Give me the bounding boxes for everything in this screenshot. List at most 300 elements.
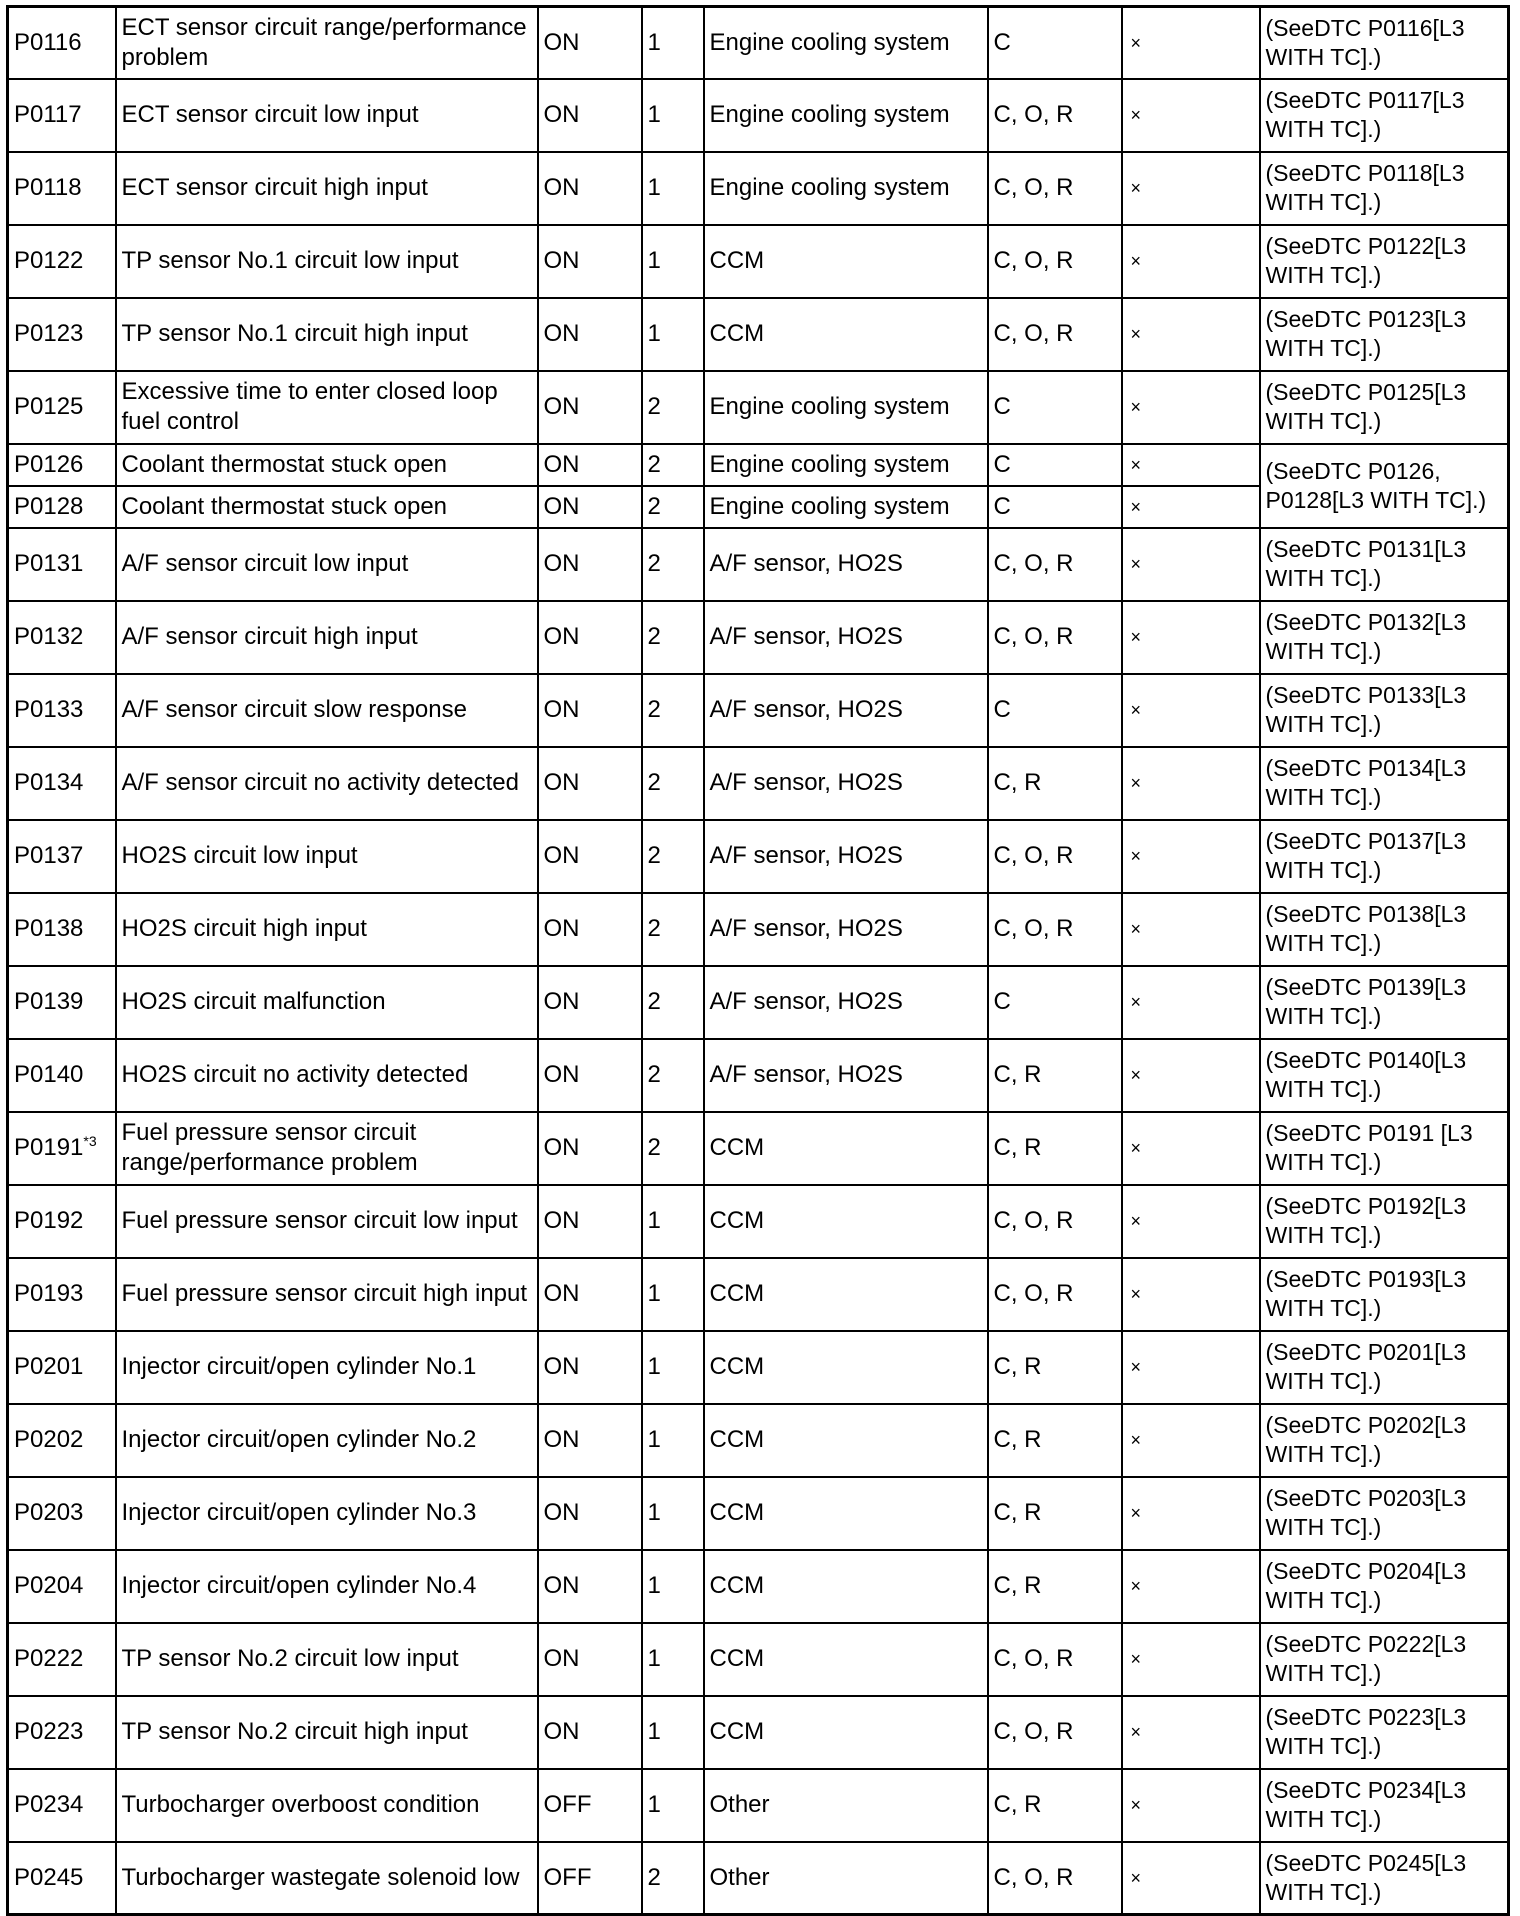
dtc-code-cell [8, 7, 116, 79]
reference-link[interactable]: (SeeDTC P0134[L3 WITH TC].) [1265, 755, 1467, 810]
dtc-code: P0193 [14, 1280, 84, 1307]
memory-function: C, R [993, 769, 1042, 796]
mil-status: ON [543, 1499, 580, 1526]
dtc-description-cell [116, 1550, 538, 1623]
reference-cell [1260, 1623, 1509, 1696]
table-row [8, 1769, 1509, 1842]
mil-status-cell [538, 486, 642, 528]
self-test-mark-cell [1122, 1112, 1260, 1185]
self-test-mark: × [1130, 1357, 1142, 1377]
reference-cell [1260, 966, 1509, 1039]
dtc-code: P0131 [14, 550, 84, 577]
self-test-mark: × [1130, 1503, 1142, 1523]
trip-count: 2 [647, 1061, 661, 1088]
reference-cell [1260, 1039, 1509, 1112]
dtc-description-cell [116, 298, 538, 371]
reference-cell [1260, 1842, 1509, 1915]
monitor-item: CCM [709, 1207, 765, 1234]
dtc-code-cell [8, 79, 116, 152]
memory-function-cell [988, 1623, 1122, 1696]
dtc-code: P0138 [14, 915, 84, 942]
table-row [8, 1550, 1509, 1623]
mil-status: ON [543, 450, 580, 478]
mil-status: ON [543, 1645, 580, 1672]
table-row [8, 1331, 1509, 1404]
memory-function-cell [988, 298, 1122, 371]
dtc-description-cell [116, 674, 538, 747]
dtc-description: Injector circuit/open cylinder No.4 [121, 1572, 477, 1599]
table-row [8, 1039, 1509, 1112]
reference-cell [1260, 674, 1509, 747]
monitor-item-cell [704, 371, 988, 444]
dtc-code: P0132 [14, 623, 84, 650]
memory-function: C, R [993, 1426, 1042, 1453]
memory-function-cell [988, 371, 1122, 444]
monitor-item-cell [704, 1331, 988, 1404]
self-test-mark: × [1130, 1649, 1142, 1669]
trip-count-cell [642, 966, 704, 1039]
monitor-item: CCM [709, 1134, 765, 1161]
table-row [8, 1404, 1509, 1477]
self-test-mark-cell [1122, 1404, 1260, 1477]
mil-status: ON [543, 623, 580, 650]
reference-link[interactable]: (SeeDTC P0191 [L3 WITH TC].) [1265, 1120, 1473, 1175]
reference-link[interactable]: (SeeDTC P0222[L3 WITH TC].) [1265, 1631, 1467, 1686]
self-test-mark-cell [1122, 1258, 1260, 1331]
dtc-code-cell [8, 1331, 116, 1404]
dtc-description: A/F sensor circuit high input [121, 623, 418, 650]
dtc-code: P0222 [14, 1645, 84, 1672]
self-test-mark: × [1130, 846, 1142, 866]
reference-link[interactable]: (SeeDTC P0138[L3 WITH TC].) [1265, 901, 1467, 956]
memory-function-cell [988, 1477, 1122, 1550]
monitor-item: Other [709, 1863, 770, 1891]
dtc-description-cell [116, 1331, 538, 1404]
reference-link[interactable]: (SeeDTC P0123[L3 WITH TC].) [1265, 306, 1467, 361]
dtc-description: A/F sensor circuit slow response [121, 696, 467, 723]
dtc-code: P0202 [14, 1426, 84, 1453]
trip-count: 2 [647, 1134, 661, 1161]
reference-link[interactable]: (SeeDTC P0116[L3 WITH TC].) [1265, 14, 1465, 70]
self-test-mark-cell [1122, 7, 1260, 79]
reference-link[interactable]: (SeeDTC P0117[L3 WITH TC].) [1265, 87, 1465, 142]
self-test-mark: × [1130, 324, 1142, 344]
dtc-description: Excessive time to enter closed loop fuel control [121, 378, 498, 435]
mil-status: ON [543, 842, 580, 869]
dtc-code-note: *3 [83, 1133, 97, 1149]
memory-function-cell [988, 225, 1122, 298]
self-test-mark: × [1130, 919, 1142, 939]
memory-function: C, O, R [993, 174, 1074, 201]
trip-count-cell [642, 79, 704, 152]
mil-status-cell [538, 1112, 642, 1185]
dtc-description: HO2S circuit no activity detected [121, 1061, 469, 1088]
dtc-description-cell [116, 601, 538, 674]
trip-count: 1 [647, 320, 661, 347]
reference-cell [1260, 1477, 1509, 1550]
self-test-mark-cell [1122, 1696, 1260, 1769]
table-row [8, 79, 1509, 152]
trip-count: 2 [647, 915, 661, 942]
trip-count: 1 [647, 1572, 661, 1599]
dtc-description-cell [116, 1185, 538, 1258]
dtc-description: Injector circuit/open cylinder No.1 [121, 1353, 477, 1380]
dtc-description-cell [116, 1112, 538, 1185]
reference-cell [1260, 893, 1509, 966]
monitor-item: A/F sensor, HO2S [709, 550, 903, 577]
self-test-mark: × [1130, 397, 1142, 417]
monitor-item-cell [704, 1769, 988, 1842]
self-test-mark: × [1130, 1795, 1142, 1815]
trip-count: 2 [647, 769, 661, 796]
trip-count-cell [642, 601, 704, 674]
reference-link[interactable]: (SeeDTC P0139[L3 WITH TC].) [1265, 974, 1467, 1029]
trip-count: 1 [647, 1791, 661, 1818]
dtc-code: P0126 [14, 450, 84, 478]
self-test-mark-cell [1122, 1477, 1260, 1550]
dtc-description: Fuel pressure sensor circuit high input [121, 1280, 528, 1307]
dtc-description: HO2S circuit high input [121, 915, 367, 942]
self-test-mark: × [1130, 627, 1142, 647]
monitor-item: Engine cooling system [709, 174, 950, 201]
trip-count: 2 [647, 988, 661, 1015]
table-row [8, 298, 1509, 371]
reference-cell [1260, 225, 1509, 298]
self-test-mark-cell [1122, 1623, 1260, 1696]
mil-status-cell [538, 444, 642, 486]
reference-link[interactable]: (SeeDTC P0137[L3 WITH TC].) [1265, 828, 1467, 883]
reference-link[interactable]: (SeeDTC P0193[L3 WITH TC].) [1265, 1266, 1467, 1321]
dtc-description: ECT sensor circuit low input [121, 101, 419, 128]
dtc-description-cell [116, 1623, 538, 1696]
dtc-code: P0118 [14, 174, 82, 201]
monitor-item-cell [704, 1112, 988, 1185]
mil-status-cell [538, 1039, 642, 1112]
reference-cell [1260, 1185, 1509, 1258]
memory-function: C, R [993, 1572, 1042, 1599]
trip-count-cell [642, 893, 704, 966]
monitor-item: A/F sensor, HO2S [709, 915, 903, 942]
trip-count-cell [642, 225, 704, 298]
monitor-item: Engine cooling system [709, 492, 950, 520]
monitor-item: CCM [709, 1280, 765, 1307]
mil-status: ON [543, 393, 580, 420]
reference-link[interactable]: (SeeDTC P0203[L3 WITH TC].) [1265, 1485, 1467, 1540]
reference-link[interactable]: (SeeDTC P0126, P0128[L3 WITH TC].) [1265, 457, 1487, 513]
memory-function-cell [988, 444, 1122, 486]
self-test-mark-cell [1122, 1769, 1260, 1842]
reference-link[interactable]: (SeeDTC P0245[L3 WITH TC].) [1265, 1849, 1467, 1905]
dtc-description: TP sensor No.2 circuit low input [121, 1645, 459, 1672]
memory-function: C, O, R [993, 1718, 1074, 1745]
mil-status: ON [543, 1207, 580, 1234]
self-test-mark: × [1130, 1867, 1142, 1888]
mil-status-cell [538, 1769, 642, 1842]
mil-status-cell [538, 747, 642, 820]
trip-count: 2 [647, 1863, 661, 1891]
monitor-item-cell [704, 1258, 988, 1331]
monitor-item: A/F sensor, HO2S [709, 769, 903, 796]
trip-count-cell [642, 371, 704, 444]
monitor-item: A/F sensor, HO2S [709, 842, 903, 869]
monitor-item-cell [704, 1185, 988, 1258]
reference-cell [1260, 298, 1509, 371]
monitor-item: Engine cooling system [709, 101, 950, 128]
trip-count-cell [642, 1039, 704, 1112]
dtc-code-cell [8, 1112, 116, 1185]
reference-link[interactable]: (SeeDTC P0223[L3 WITH TC].) [1265, 1704, 1467, 1759]
dtc-code-cell [8, 820, 116, 893]
memory-function: C, O, R [993, 842, 1074, 869]
dtc-description-cell [116, 1696, 538, 1769]
trip-count-cell [642, 1258, 704, 1331]
mil-status-cell [538, 601, 642, 674]
reference-link[interactable]: (SeeDTC P0202[L3 WITH TC].) [1265, 1412, 1467, 1467]
monitor-item: Engine cooling system [709, 393, 950, 420]
memory-function: C, O, R [993, 247, 1074, 274]
self-test-mark-cell [1122, 225, 1260, 298]
memory-function: C, R [993, 1061, 1042, 1088]
reference-link[interactable]: (SeeDTC P0234[L3 WITH TC].) [1265, 1777, 1467, 1832]
reference-cell [1260, 820, 1509, 893]
dtc-code: P0192 [14, 1207, 84, 1234]
dtc-code-cell [8, 528, 116, 601]
dtc-code-cell [8, 966, 116, 1039]
trip-count: 1 [647, 1499, 661, 1526]
dtc-code: P0245 [14, 1863, 84, 1891]
dtc-description: A/F sensor circuit no activity detected [121, 769, 519, 796]
reference-cell [1260, 747, 1509, 820]
dtc-table [6, 5, 1510, 1916]
dtc-description: Fuel pressure sensor circuit range/performance problem [121, 1119, 418, 1176]
reference-cell [1260, 1696, 1509, 1769]
reference-cell [1260, 152, 1509, 225]
self-test-mark: × [1130, 496, 1142, 517]
dtc-code: P0139 [14, 988, 84, 1015]
dtc-description: Injector circuit/open cylinder No.3 [121, 1499, 477, 1526]
trip-count-cell [642, 1185, 704, 1258]
mil-status-cell [538, 225, 642, 298]
dtc-table-body [8, 7, 1509, 1915]
monitor-item: Other [709, 1791, 770, 1818]
memory-function-cell [988, 486, 1122, 528]
monitor-item-cell [704, 1039, 988, 1112]
memory-function: C, O, R [993, 101, 1074, 128]
mil-status: ON [543, 174, 580, 201]
dtc-code: P0203 [14, 1499, 84, 1526]
dtc-description-cell [116, 1477, 538, 1550]
dtc-description: Turbocharger wastegate solenoid low [121, 1863, 520, 1891]
self-test-mark-cell [1122, 1039, 1260, 1112]
trip-count-cell [642, 1842, 704, 1915]
mil-status: ON [543, 492, 580, 520]
monitor-item-cell [704, 1842, 988, 1915]
self-test-mark-cell [1122, 1185, 1260, 1258]
trip-count-cell [642, 298, 704, 371]
dtc-description-cell [116, 747, 538, 820]
dtc-description-cell [116, 225, 538, 298]
reference-link[interactable]: (SeeDTC P0201[L3 WITH TC].) [1265, 1339, 1467, 1394]
dtc-code-cell [8, 1769, 116, 1842]
mil-status-cell [538, 893, 642, 966]
self-test-mark-cell [1122, 601, 1260, 674]
monitor-item: CCM [709, 1572, 765, 1599]
trip-count: 2 [647, 450, 661, 478]
trip-count: 1 [647, 247, 661, 274]
memory-function-cell [988, 820, 1122, 893]
monitor-item: Engine cooling system [709, 28, 950, 56]
mil-status: OFF [543, 1791, 592, 1818]
monitor-item-cell [704, 152, 988, 225]
mil-status-cell [538, 152, 642, 225]
mil-status: ON [543, 1718, 580, 1745]
self-test-mark-cell [1122, 674, 1260, 747]
self-test-mark: × [1130, 700, 1142, 720]
reference-cell [1260, 1331, 1509, 1404]
dtc-code-cell [8, 225, 116, 298]
mil-status-cell [538, 528, 642, 601]
table-row [8, 1696, 1509, 1769]
table-row [8, 893, 1509, 966]
reference-link[interactable]: (SeeDTC P0125[L3 WITH TC].) [1265, 379, 1467, 434]
memory-function: C [993, 696, 1011, 723]
self-test-mark: × [1130, 773, 1142, 793]
self-test-mark-cell [1122, 79, 1260, 152]
dtc-code-cell [8, 371, 116, 444]
dtc-code: P0137 [14, 842, 84, 869]
mil-status: ON [543, 1280, 580, 1307]
reference-link[interactable]: (SeeDTC P0118[L3 WITH TC].) [1265, 160, 1465, 215]
dtc-description: TP sensor No.2 circuit high input [121, 1718, 468, 1745]
memory-function-cell [988, 1039, 1122, 1112]
memory-function-cell [988, 1112, 1122, 1185]
self-test-mark: × [1130, 1211, 1142, 1231]
trip-count-cell [642, 820, 704, 893]
dtc-description: Coolant thermostat stuck open [121, 450, 448, 478]
monitor-item: CCM [709, 1499, 765, 1526]
table-row [8, 966, 1509, 1039]
table-row [8, 820, 1509, 893]
mil-status-cell [538, 1550, 642, 1623]
trip-count: 1 [647, 1718, 661, 1745]
monitor-item-cell [704, 1477, 988, 1550]
dtc-code: P0223 [14, 1718, 84, 1745]
dtc-code-cell [8, 486, 116, 528]
self-test-mark-cell [1122, 528, 1260, 601]
trip-count-cell [642, 1623, 704, 1696]
monitor-item-cell [704, 1696, 988, 1769]
dtc-code: P0117 [14, 101, 82, 128]
self-test-mark: × [1130, 1722, 1142, 1742]
dtc-description-cell [116, 820, 538, 893]
reference-cell [1260, 1258, 1509, 1331]
dtc-description: TP sensor No.1 circuit low input [121, 247, 459, 274]
mil-status-cell [538, 79, 642, 152]
reference-link[interactable]: (SeeDTC P0122[L3 WITH TC].) [1265, 233, 1467, 288]
trip-count-cell [642, 1477, 704, 1550]
mil-status-cell [538, 298, 642, 371]
mil-status-cell [538, 966, 642, 1039]
dtc-code-cell [8, 298, 116, 371]
table-row [8, 747, 1509, 820]
trip-count-cell [642, 528, 704, 601]
monitor-item: A/F sensor, HO2S [709, 623, 903, 650]
self-test-mark: × [1130, 32, 1142, 53]
monitor-item: CCM [709, 1353, 765, 1380]
monitor-item-cell [704, 966, 988, 1039]
monitor-item: CCM [709, 247, 765, 274]
mil-status: ON [543, 550, 580, 577]
dtc-description-cell [116, 79, 538, 152]
reference-link[interactable]: (SeeDTC P0204[L3 WITH TC].) [1265, 1558, 1467, 1613]
memory-function: C [993, 393, 1011, 420]
mil-status: ON [543, 247, 580, 274]
mil-status: ON [543, 696, 580, 723]
dtc-description: A/F sensor circuit low input [121, 550, 409, 577]
dtc-description-cell [116, 1258, 538, 1331]
dtc-description: Coolant thermostat stuck open [121, 492, 448, 520]
dtc-description-cell [116, 371, 538, 444]
reference-link[interactable]: (SeeDTC P0132[L3 WITH TC].) [1265, 609, 1467, 664]
trip-count: 2 [647, 842, 661, 869]
monitor-item-cell [704, 79, 988, 152]
dtc-code-cell [8, 1842, 116, 1915]
memory-function-cell [988, 528, 1122, 601]
reference-cell [1260, 1404, 1509, 1477]
mil-status: ON [543, 988, 580, 1015]
dtc-description-cell [116, 893, 538, 966]
reference-link[interactable]: (SeeDTC P0133[L3 WITH TC].) [1265, 682, 1467, 737]
memory-function-cell [988, 601, 1122, 674]
mil-status: ON [543, 915, 580, 942]
memory-function-cell [988, 152, 1122, 225]
table-row [8, 1185, 1509, 1258]
self-test-mark: × [1130, 178, 1142, 198]
trip-count: 1 [647, 1426, 661, 1453]
dtc-description-cell [116, 528, 538, 601]
self-test-mark-cell [1122, 371, 1260, 444]
dtc-description-cell [116, 1842, 538, 1915]
table-row [8, 444, 1509, 486]
reference-link[interactable]: (SeeDTC P0140[L3 WITH TC].) [1265, 1047, 1467, 1102]
memory-function-cell [988, 747, 1122, 820]
trip-count: 2 [647, 550, 661, 577]
memory-function-cell [988, 79, 1122, 152]
reference-cell [1260, 444, 1509, 528]
trip-count-cell [642, 444, 704, 486]
reference-link[interactable]: (SeeDTC P0131[L3 WITH TC].) [1265, 536, 1467, 591]
mil-status-cell [538, 1331, 642, 1404]
mil-status-cell [538, 1842, 642, 1915]
dtc-code-cell [8, 674, 116, 747]
memory-function: C, O, R [993, 320, 1074, 347]
self-test-mark-cell [1122, 486, 1260, 528]
dtc-code-cell [8, 601, 116, 674]
memory-function-cell [988, 1842, 1122, 1915]
dtc-description-cell [116, 1404, 538, 1477]
monitor-item-cell [704, 820, 988, 893]
memory-function: C, R [993, 1791, 1042, 1818]
monitor-item-cell [704, 1404, 988, 1477]
monitor-item-cell [704, 225, 988, 298]
table-row [8, 674, 1509, 747]
dtc-code: P0191 [14, 1134, 84, 1161]
reference-link[interactable]: (SeeDTC P0192[L3 WITH TC].) [1265, 1193, 1467, 1248]
dtc-code: P0125 [14, 393, 84, 420]
mil-status: OFF [543, 1863, 592, 1891]
mil-status-cell [538, 1623, 642, 1696]
trip-count-cell [642, 674, 704, 747]
